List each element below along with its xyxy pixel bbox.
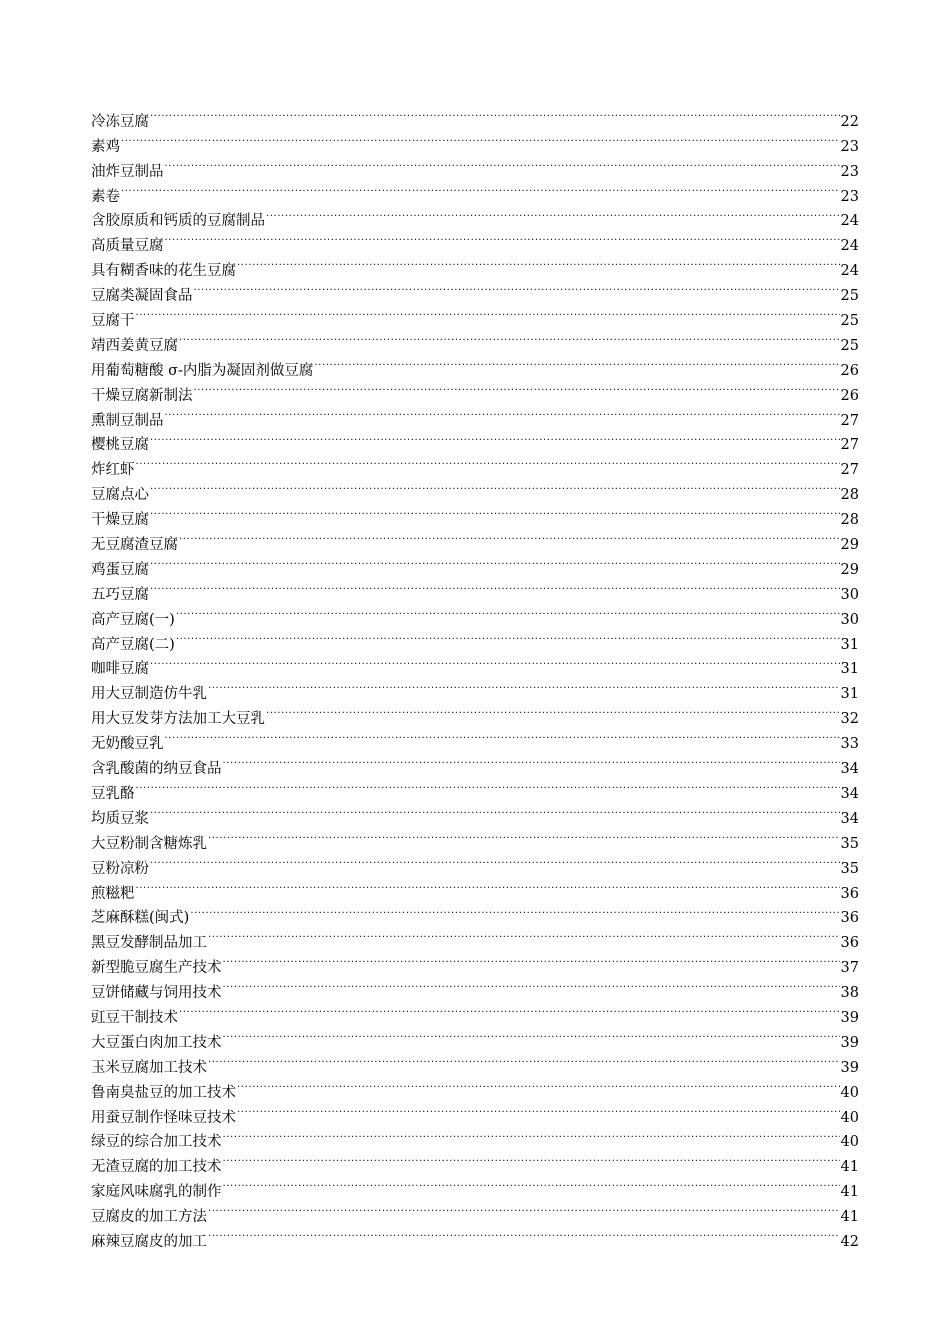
dot-leader [266, 698, 840, 723]
toc-entry[interactable] [91, 449, 859, 479]
dot-leader [150, 549, 840, 574]
toc-entry-title: 素鸡 [91, 138, 120, 155]
dot-leader [150, 101, 840, 126]
toc-entry[interactable] [91, 1022, 859, 1051]
toc-entry-title: 豇豆干制技术 [91, 1009, 178, 1026]
toc-entry-title: 麻辣豆腐皮的加工 [91, 1233, 207, 1250]
dot-leader [136, 773, 840, 798]
toc-entry-page-number: 28 [840, 487, 859, 504]
toc-entry-title: 大豆蛋白肉加工技术 [91, 1034, 222, 1051]
toc-entry[interactable] [91, 201, 859, 230]
toc-entry-title: 绿豆的综合加工技术 [91, 1134, 222, 1151]
toc-entry-title: 用蚕豆制作怪味豆技术 [91, 1109, 236, 1126]
toc-entry-page-number: 33 [840, 736, 859, 753]
dot-leader [194, 275, 840, 300]
toc-entry-title: 豆饼储藏与饲用技术 [91, 985, 222, 1002]
toc-entry-page-number: 24 [840, 263, 859, 280]
toc-entry[interactable] [91, 524, 859, 554]
dot-leader [223, 1146, 840, 1171]
toc-entry[interactable] [91, 400, 859, 429]
dot-leader [223, 1171, 840, 1196]
toc-entry[interactable] [91, 997, 859, 1026]
dot-leader [179, 997, 840, 1022]
dot-leader [165, 151, 840, 176]
toc-entry-title: 均质豆浆 [91, 810, 149, 827]
toc-entry-page-number: 41 [840, 1209, 859, 1226]
toc-entry-title: 芝麻酥糕(闽式) [91, 910, 190, 927]
toc-entry-title: 冷冻豆腐 [91, 113, 149, 130]
toc-entry-page-number: 31 [840, 636, 859, 653]
toc-entry-title: 含胶原质和钙质的豆腐制品 [91, 213, 265, 230]
toc-entry-page-number: 35 [840, 860, 859, 877]
toc-entry-page-number: 27 [840, 462, 859, 479]
dot-leader [223, 972, 840, 997]
dot-leader [165, 723, 840, 748]
toc-entry-page-number: 32 [840, 711, 859, 728]
toc-entry[interactable] [91, 275, 859, 305]
dot-leader [237, 1072, 840, 1097]
toc-entry-page-number: 22 [840, 113, 859, 130]
dot-leader [208, 1196, 840, 1221]
toc-entry[interactable] [91, 898, 859, 927]
dot-leader [237, 1097, 840, 1122]
toc-entry-page-number: 39 [840, 1009, 859, 1026]
toc-entry-title: 具有糊香味的花生豆腐 [91, 263, 236, 280]
toc-entry-page-number: 24 [840, 238, 859, 255]
toc-entry[interactable] [91, 673, 859, 703]
toc-entry-page-number: 29 [840, 561, 859, 578]
toc-entry[interactable] [91, 126, 859, 155]
toc-entry-title: 干燥豆腐 [91, 512, 149, 529]
toc-entry-page-number: 35 [840, 835, 859, 852]
toc-entry-page-number: 27 [840, 412, 859, 429]
toc-entry-title: 炸红虾 [91, 462, 135, 479]
toc-entry-title: 樱桃豆腐 [91, 437, 149, 454]
toc-entry-page-number: 34 [840, 761, 859, 778]
dot-leader [223, 947, 840, 972]
dot-leader [314, 350, 839, 375]
toc-entry-page-number: 40 [840, 1084, 859, 1101]
toc-entry-page-number: 24 [840, 213, 859, 230]
toc-entry-page-number: 41 [840, 1184, 859, 1201]
dot-leader [165, 225, 840, 250]
dot-leader [179, 524, 840, 549]
toc-entry-title: 豆腐干 [91, 313, 135, 330]
toc-entry-title: 大豆粉制含糖炼乳 [91, 835, 207, 852]
toc-entry-title: 豆乳酪 [91, 785, 135, 802]
toc-entry[interactable] [91, 624, 859, 653]
dot-leader [121, 126, 840, 151]
dot-leader [136, 873, 840, 898]
toc-entry[interactable] [91, 848, 859, 877]
dot-leader [150, 574, 840, 599]
toc-entry[interactable] [91, 474, 859, 504]
toc-entry-title: 无奶酸豆乳 [91, 736, 164, 753]
toc-entry-page-number: 41 [840, 1159, 859, 1176]
dot-leader [150, 798, 840, 823]
toc-entry[interactable] [91, 499, 859, 529]
toc-entry-page-number: 42 [840, 1233, 859, 1250]
toc-entry-title: 咖啡豆腐 [91, 661, 149, 678]
toc-entry[interactable] [91, 325, 859, 354]
toc-entry-title: 无渣豆腐的加工技术 [91, 1159, 222, 1176]
toc-entry[interactable] [91, 101, 859, 130]
toc-entry-title: 油炸豆制品 [91, 163, 164, 180]
dot-leader [208, 823, 840, 848]
toc-entry-title: 豆腐类凝固食品 [91, 288, 193, 305]
toc-entry-page-number: 31 [840, 661, 859, 678]
toc-entry-title: 干燥豆腐新制法 [91, 387, 193, 404]
toc-entry[interactable] [91, 922, 859, 952]
dot-leader [121, 176, 840, 201]
toc-entry[interactable] [91, 649, 859, 678]
toc-entry-title: 靖西姜黄豆腐 [91, 337, 178, 354]
dot-leader [165, 400, 840, 425]
toc-entry-title: 家庭风味腐乳的制作 [91, 1184, 222, 1201]
toc-entry-page-number: 40 [840, 1109, 859, 1126]
toc-entry-title: 五巧豆腐 [91, 586, 149, 603]
toc-entry-title: 豆腐点心 [91, 487, 149, 504]
toc-entry-title: 黑豆发酵制品加工 [91, 935, 207, 952]
toc-entry-page-number: 38 [840, 985, 859, 1002]
toc-entry[interactable] [91, 375, 859, 404]
toc-entry[interactable] [91, 574, 859, 603]
dot-leader [208, 1047, 840, 1072]
toc-entry-title: 高产豆腐(一) [91, 611, 175, 628]
toc-entry[interactable] [91, 549, 859, 578]
toc-entry[interactable] [91, 425, 859, 454]
toc-entry-title: 玉米豆腐加工技术 [91, 1059, 207, 1076]
toc-entry-page-number: 36 [840, 935, 859, 952]
toc-entry[interactable] [91, 873, 859, 902]
toc-entry-page-number: 26 [840, 362, 859, 379]
dot-leader [150, 499, 840, 524]
toc-entry-title: 素卷 [91, 188, 120, 205]
dot-leader [223, 748, 840, 773]
toc-entry[interactable] [91, 350, 859, 379]
dot-leader [190, 898, 839, 923]
dot-leader [223, 1122, 840, 1147]
toc-entry-page-number: 29 [840, 537, 859, 554]
toc-entry[interactable] [91, 250, 859, 280]
dot-leader [150, 474, 840, 499]
toc-entry-page-number: 36 [840, 910, 859, 927]
toc-entry-title: 新型脆豆腐生产技术 [91, 960, 222, 977]
toc-entry[interactable] [91, 599, 859, 628]
dot-leader [136, 300, 840, 325]
toc-entry-title: 豆腐皮的加工方法 [91, 1209, 207, 1226]
toc-entry-page-number: 25 [840, 288, 859, 305]
toc-entry[interactable] [91, 798, 859, 827]
toc-entry-title: 豆粉凉粉 [91, 860, 149, 877]
toc-entry-title: 鸡蛋豆腐 [91, 561, 149, 578]
toc-entry-title: 鲁南臭盐豆的加工技术 [91, 1084, 236, 1101]
toc-entry-page-number: 39 [840, 1059, 859, 1076]
toc-entry-page-number: 25 [840, 313, 859, 330]
dot-leader [223, 1022, 840, 1047]
toc-entry-title: 用大豆制造仿牛乳 [91, 686, 207, 703]
toc-entry[interactable] [91, 176, 859, 205]
toc-entry-page-number: 40 [840, 1134, 859, 1151]
dot-leader [266, 201, 840, 226]
toc-entry-page-number: 23 [840, 188, 859, 205]
toc-entry-page-number: 23 [840, 163, 859, 180]
toc-entry-page-number: 23 [840, 138, 859, 155]
toc-entry-page-number: 27 [840, 437, 859, 454]
dot-leader [150, 649, 840, 674]
dot-leader [237, 250, 840, 275]
table-of-contents [91, 101, 859, 1250]
toc-entry-title: 用大豆发芽方法加工大豆乳 [91, 711, 265, 728]
toc-entry-title: 含乳酸菌的纳豆食品 [91, 761, 222, 778]
toc-entry-page-number: 25 [840, 337, 859, 354]
toc-entry[interactable] [91, 748, 859, 778]
toc-entry-page-number: 39 [840, 1034, 859, 1051]
toc-entry-page-number: 30 [840, 586, 859, 603]
toc-entry-page-number: 30 [840, 611, 859, 628]
toc-entry[interactable] [91, 151, 859, 180]
dot-leader [136, 449, 840, 474]
dot-leader [194, 375, 840, 400]
dot-leader [208, 673, 840, 698]
toc-entry[interactable] [91, 773, 859, 802]
toc-entry[interactable] [91, 823, 859, 852]
toc-entry-page-number: 26 [840, 387, 859, 404]
toc-entry-page-number: 37 [840, 960, 859, 977]
dot-leader [150, 848, 840, 873]
dot-leader [176, 599, 840, 624]
toc-entry-page-number: 36 [840, 885, 859, 902]
toc-entry-page-number: 31 [840, 686, 859, 703]
toc-entry-page-number: 28 [840, 512, 859, 529]
toc-entry[interactable] [91, 225, 859, 255]
toc-entry[interactable] [91, 723, 859, 753]
dot-leader [179, 325, 840, 350]
toc-entry-title: 熏制豆制品 [91, 412, 164, 429]
toc-entry-title: 无豆腐渣豆腐 [91, 537, 178, 554]
dot-leader [176, 624, 840, 649]
toc-entry-title: 煎糍粑 [91, 885, 135, 902]
toc-entry-title: 用葡萄糖酸 σ-内脂为凝固剂做豆腐 [91, 362, 314, 379]
dot-leader [150, 425, 840, 450]
toc-entry-page-number: 34 [840, 785, 859, 802]
dot-leader [208, 1221, 840, 1246]
dot-leader [208, 922, 840, 947]
toc-entry-title: 高产豆腐(二) [91, 636, 175, 653]
toc-entry-page-number: 34 [840, 810, 859, 827]
toc-entry[interactable] [91, 300, 859, 330]
toc-entry-title: 高质量豆腐 [91, 238, 164, 255]
